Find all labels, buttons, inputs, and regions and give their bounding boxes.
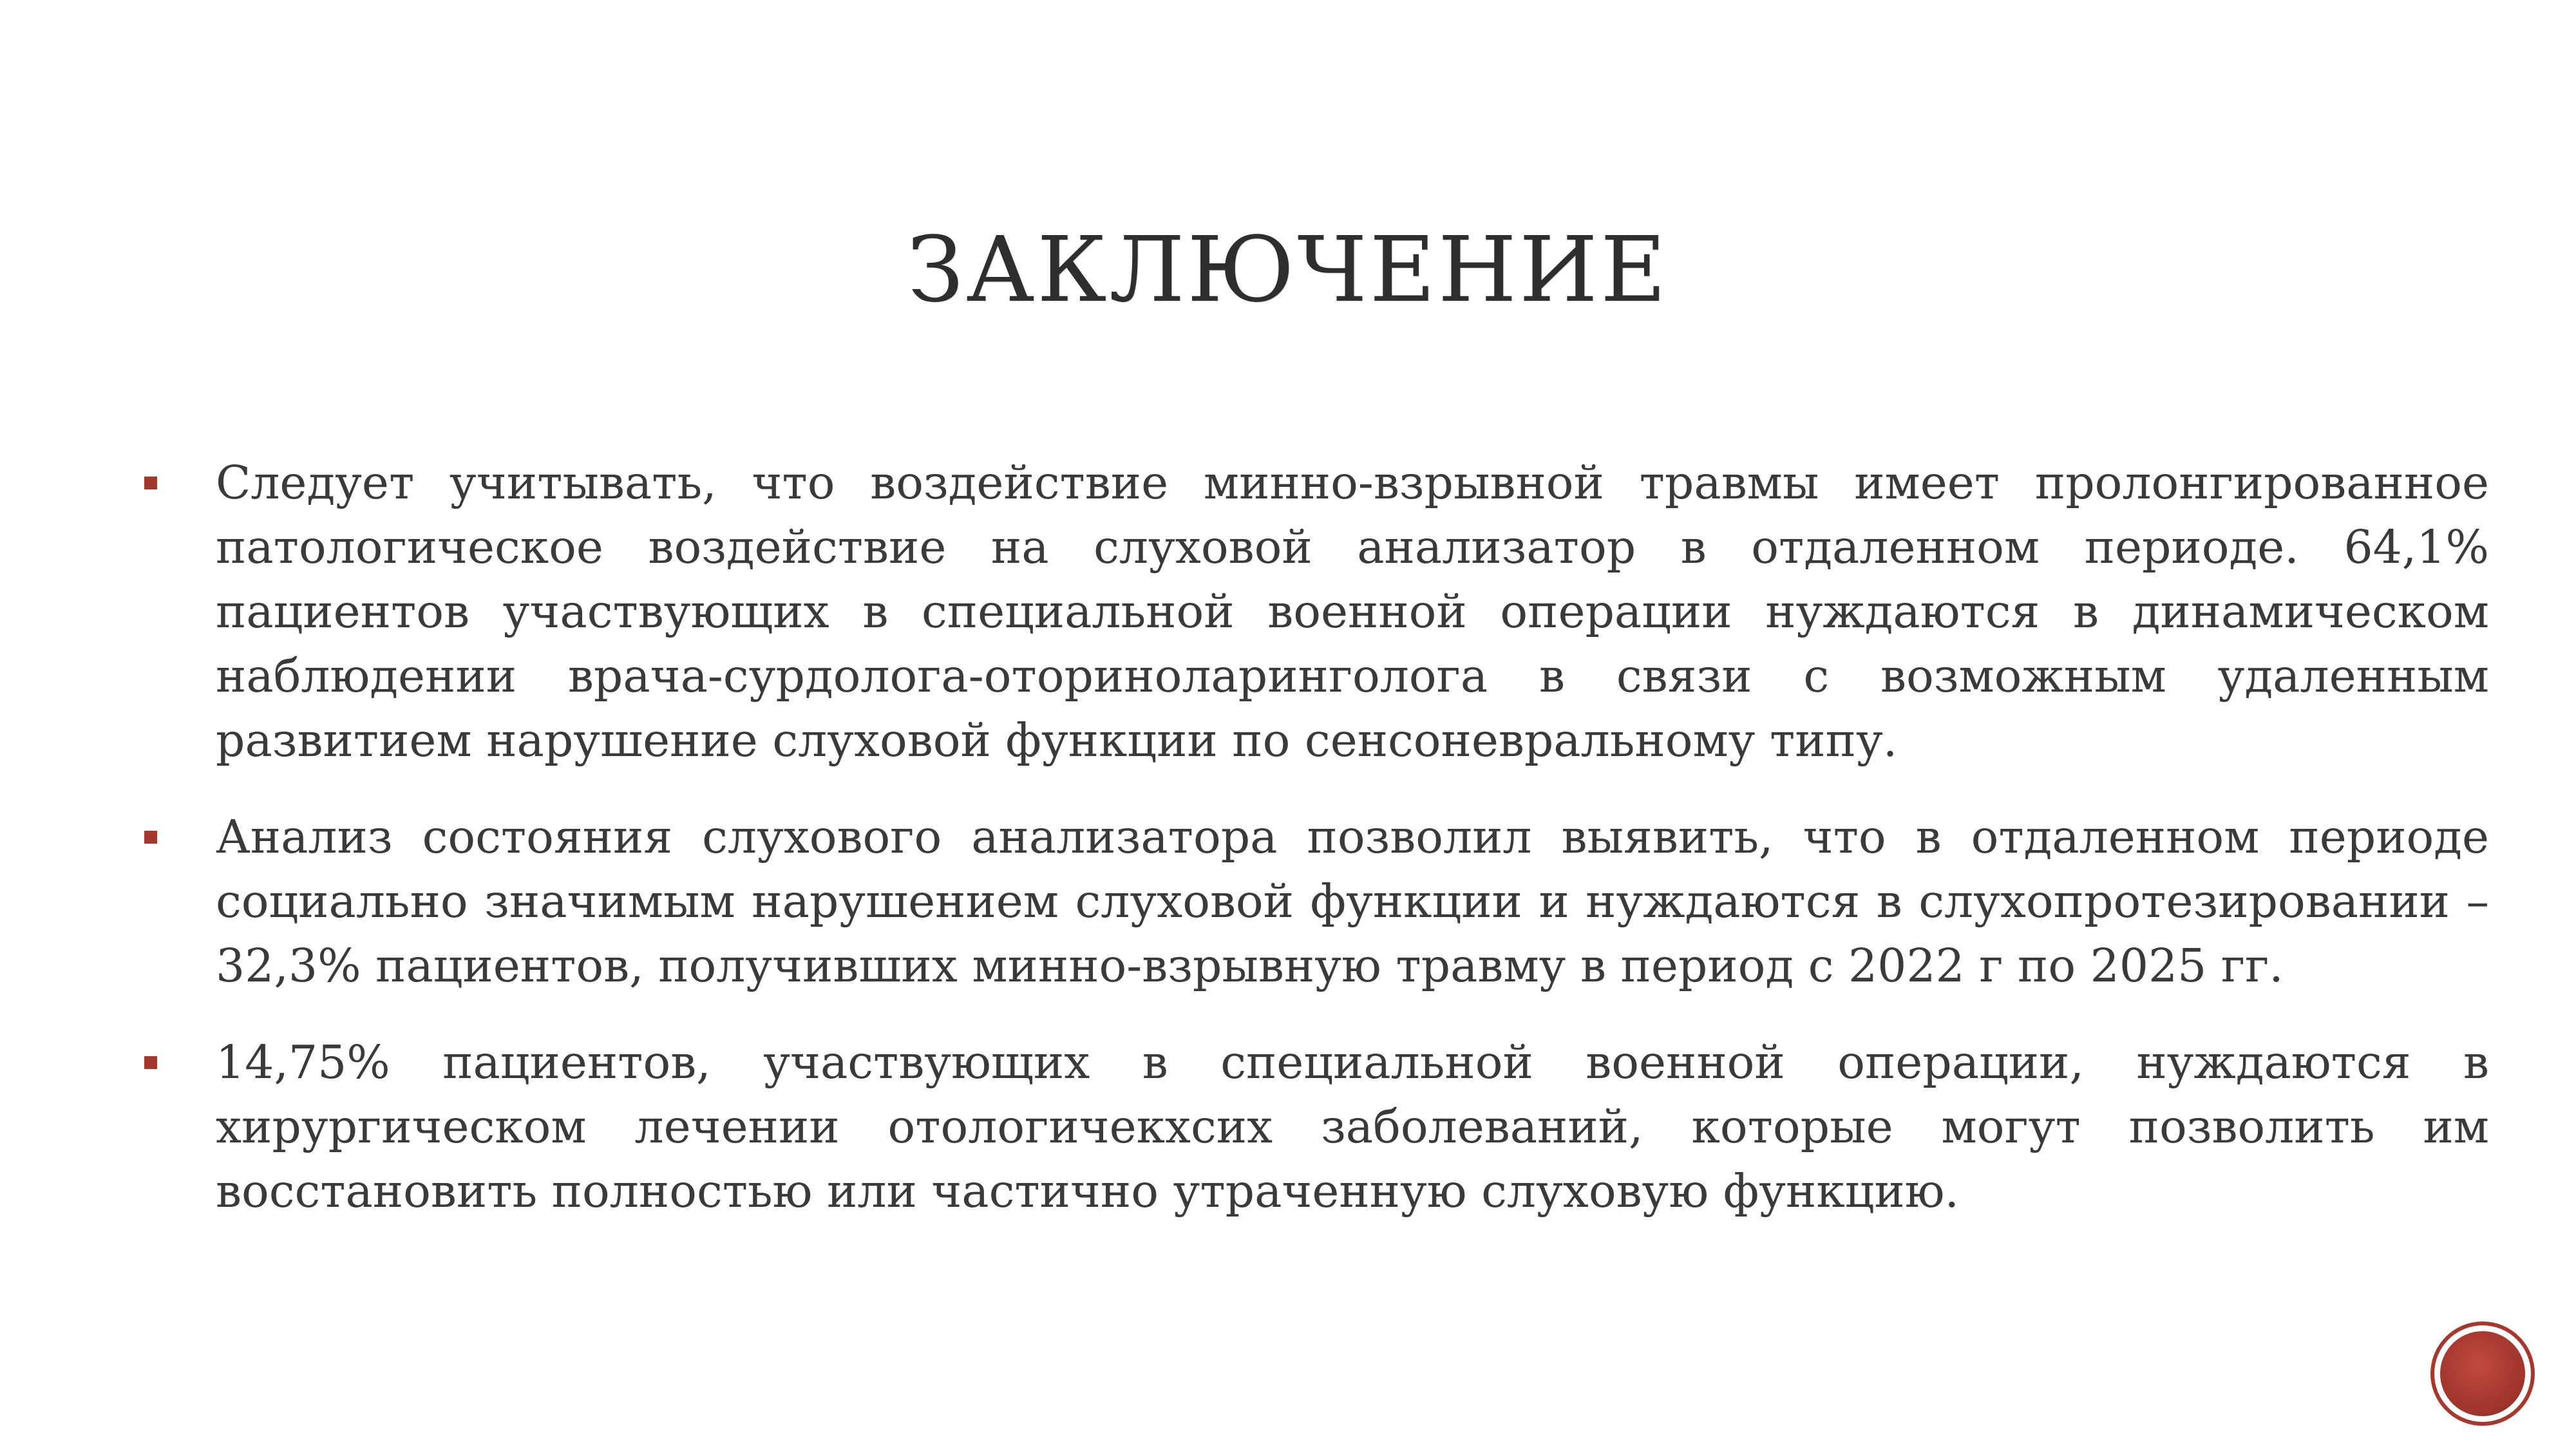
square-bullet-icon: [144, 831, 157, 844]
bullet-item: [138, 805, 2489, 998]
bullet-text: Следует учитывать, что воздействие минно-взрывной травмы имеет пролонгированное патологическое воздействие на слуховой анализатор в отдаленном периоде. 64,1% пациентов участвующих в специальной военной операции нуждаются в динамическом наблюдении врача-сурдолога-оториноларинголога в связи с возможным удаленным развитием нарушение слуховой функции по сенсоневральному типу.: [216, 456, 2489, 767]
bullet-list: [138, 451, 2489, 1256]
slide-title: ЗАКЛЮЧЕНИЕ: [907, 218, 1669, 323]
square-bullet-icon: [144, 1056, 157, 1069]
bullet-item: [138, 451, 2489, 773]
bullet-text: 14,75% пациентов, участвующих в специальной военной операции, нуждаются в хирургическом лечении отологичекхсих заболеваний, которые могут позволить им восстановить полностью или частично утраченную слуховую функцию.: [216, 1036, 2489, 1218]
bullet-text: Анализ состояния слухового анализатора позволил выявить, что в отдаленном периоде социально значимым нарушением слуховой функции и нуждаются в слухопротезировании – 32,3% пациентов, получивших минно-взрывную травму в период с 2022 г по 2025 гг.: [216, 810, 2489, 992]
badge-fill: [2440, 1331, 2525, 1416]
square-bullet-icon: [144, 477, 157, 489]
bullet-item: [138, 1030, 2489, 1224]
red-circle-badge-icon: [2434, 1325, 2531, 1422]
